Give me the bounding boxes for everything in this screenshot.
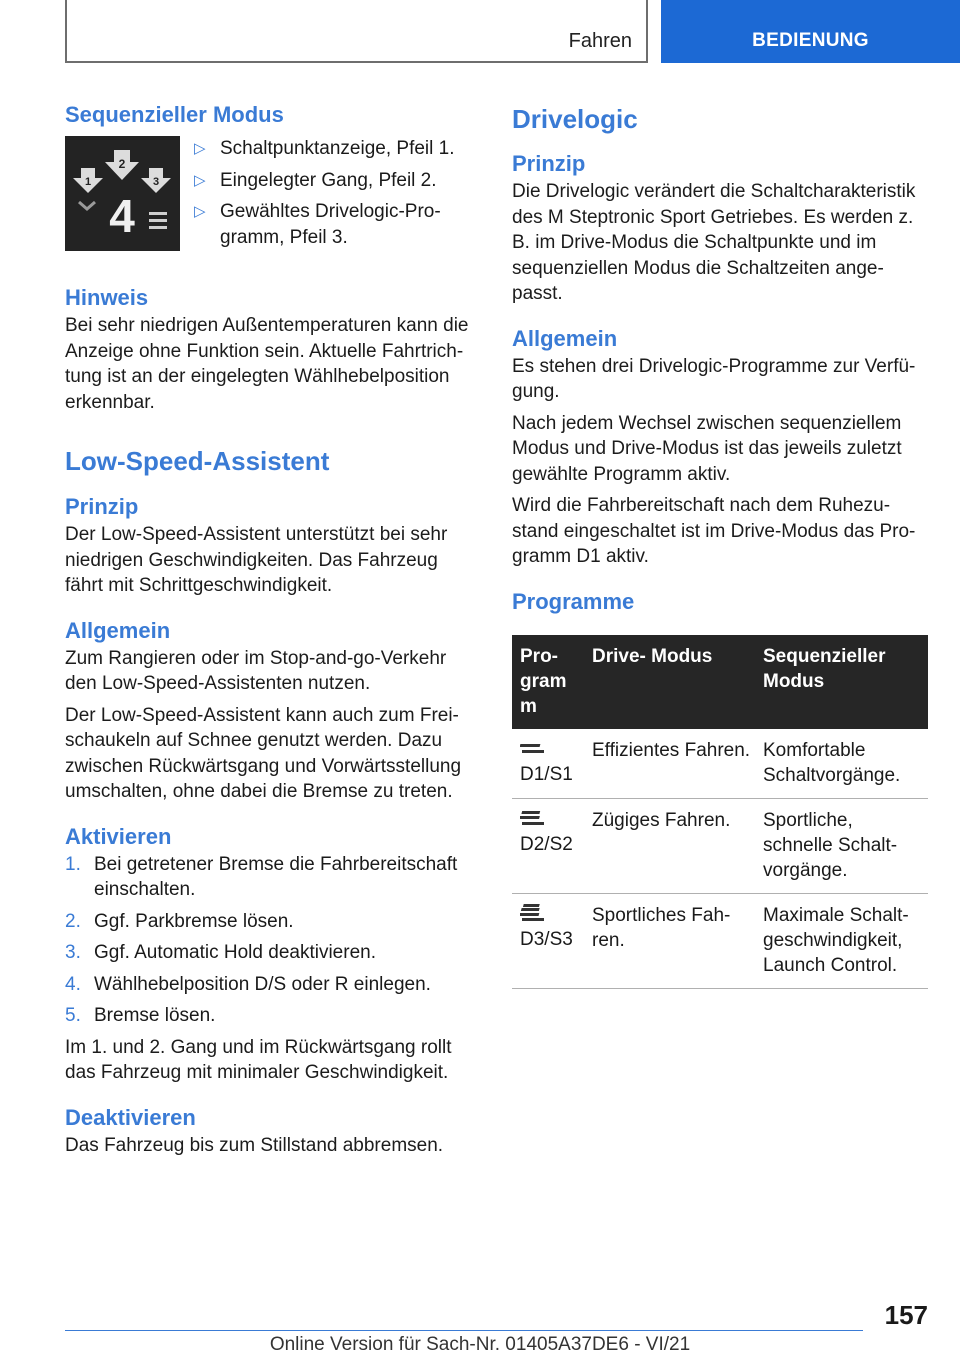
list-item: ▷ Schaltpunktanzeige, Pfeil 1. bbox=[194, 136, 480, 162]
page-number: 157 bbox=[884, 1300, 928, 1330]
drivelogic-3-icon bbox=[520, 903, 546, 923]
triangle-bullet-icon: ▷ bbox=[194, 140, 206, 157]
table-cell-program: D1/S1 bbox=[512, 729, 584, 799]
aktivieren-steps bbox=[65, 852, 480, 1029]
drivelogic-allgemein-text-1: Es stehen drei Drivelogic-Programme zur Verfü-gung. bbox=[512, 355, 916, 402]
list-item: 1. Bei getretener Bremse die Fahrbereitschaft einschalten. bbox=[65, 853, 458, 900]
drivelogic-1-icon bbox=[520, 738, 546, 758]
table-cell-program: D3/S3 bbox=[512, 893, 584, 988]
table-cell-seq: Sportliche, schnelle Schalt-vorgänge. bbox=[755, 798, 928, 893]
triangle-bullet-icon: ▷ bbox=[194, 203, 206, 220]
table-cell-seq: Komfortable Schaltvorgänge. bbox=[755, 729, 928, 799]
table-row bbox=[512, 893, 928, 988]
table-cell-program: D2/S2 bbox=[512, 798, 584, 893]
drivelogic-allgemein-text-3: Wird die Fahrbereitschaft nach dem Ruhezu-stand eingeschaltet ist im Drive-Modus das Pro-gramm D1 aktiv. bbox=[512, 495, 916, 567]
drivelogic-allgemein-heading: Allgemein bbox=[512, 325, 618, 351]
table-row bbox=[512, 729, 928, 799]
list-item: 3. Ggf. Automatic Hold deaktivieren. bbox=[65, 942, 376, 963]
deaktivieren-heading: Deaktivieren bbox=[65, 1104, 196, 1130]
footer-divider bbox=[65, 1330, 863, 1331]
deaktivieren-text: Das Fahrzeug bis zum Stillstand abbremsen. bbox=[65, 1134, 444, 1156]
lsa-prinzip-heading: Prinzip bbox=[65, 494, 139, 519]
header-chapter: Fahren bbox=[568, 30, 632, 52]
table-cell-seq: Maximale Schalt-geschwindigkeit, Launch Control. bbox=[755, 893, 928, 988]
header-section: BEDIENUNG bbox=[752, 30, 869, 51]
footer-text: Online Version für Sach-Nr. 01405A37DE6 - VI/21 bbox=[269, 1334, 691, 1355]
list-item: 2. Ggf. Parkbremse lösen. bbox=[65, 910, 294, 932]
lsa-allgemein-text-2: Der Low-Speed-Assistent kann auch zum Frei-schaukeln auf Schnee genutzt werden. Dazu zwischen Rückwärtsgang und Vorwärtsstellung umschalten, ohne dabei die Bremse zu treten. bbox=[65, 704, 462, 802]
hinweis-text: Bei sehr niedrigen Außentemperaturen kann die Anzeige ohne Funktion sein. Aktuelle Fahrtrich-tung ist an der eingelegten Wählhebelposition erkennbar. bbox=[65, 315, 469, 413]
aktivieren-note: Im 1. und 2. Gang und im Rückwärtsgang rollt das Fahrzeug mit minimaler Geschwindigkeit. bbox=[65, 1036, 452, 1083]
table-header-row bbox=[512, 635, 928, 729]
seq-mode-list bbox=[194, 136, 480, 256]
programme-heading: Programme bbox=[512, 588, 635, 614]
header-section-tab bbox=[661, 0, 960, 63]
drivelogic-heading: Drivelogic bbox=[512, 104, 638, 134]
table-header-drive: Drive- Modus bbox=[584, 635, 755, 729]
left-column bbox=[65, 100, 480, 1158]
arrow-label-2: 2 bbox=[118, 157, 126, 171]
table-row bbox=[512, 798, 928, 893]
drivelogic-prinzip-text: Die Drivelogic verändert die Schaltcharakteristik des M Steptronic Sport Getriebes. Es werden z. B. im Drive-Modus die Schaltpunkte und im sequenziellen Modus die Schaltzeiten ange-passt. bbox=[512, 181, 916, 304]
seq-mode-heading: Sequenzieller Modus bbox=[65, 102, 284, 127]
list-item: 5. Bremse lösen. bbox=[65, 1005, 216, 1026]
programme-table bbox=[512, 635, 928, 989]
lsa-heading: Low-Speed-Assistent bbox=[65, 446, 330, 476]
lsa-allgemein-text-1: Zum Rangieren oder im Stop-and-go-Verkehr den Low-Speed-Assistenten nutzen. bbox=[65, 647, 447, 694]
aktivieren-heading: Aktivieren bbox=[65, 823, 172, 849]
right-column bbox=[512, 100, 928, 989]
drivelogic-prinzip-heading: Prinzip bbox=[512, 151, 586, 176]
table-cell-drive: Effizientes Fahren. bbox=[584, 729, 755, 799]
arrow-label-1: 1 bbox=[84, 176, 92, 188]
table-cell-drive: Zügiges Fahren. bbox=[584, 798, 755, 893]
table-cell-drive: Sportliches Fah-ren. bbox=[584, 893, 755, 988]
list-item: ▷ Gewähltes Drivelogic-Pro-gramm, Pfeil 3. bbox=[194, 201, 441, 248]
triangle-bullet-icon: ▷ bbox=[194, 171, 206, 189]
lsa-allgemein-heading: Allgemein bbox=[65, 617, 171, 643]
lsa-prinzip-text: Der Low-Speed-Assistent unterstützt bei sehr niedrigen Geschwindigkeiten. Das Fahrzeug fährt mit Schrittgeschwindigkeit. bbox=[65, 524, 448, 596]
list-item: ▷ Eingelegter Gang, Pfeil 2. bbox=[194, 168, 480, 194]
header-chapter-tab bbox=[65, 0, 648, 63]
gear-display-icon bbox=[65, 136, 180, 251]
arrow-label-3: 3 bbox=[152, 176, 160, 188]
gear-display-image bbox=[65, 136, 180, 251]
drivelogic-2-icon bbox=[520, 808, 546, 828]
table-header-seq: Sequenzieller Modus bbox=[755, 635, 928, 729]
drivelogic-allgemein-text-2: Nach jedem Wechsel zwischen sequenziellem Modus und Drive-Modus ist das jeweils zuletzt gewählte Programm aktiv. bbox=[512, 412, 902, 485]
seq-mode-box bbox=[65, 136, 480, 256]
hinweis-heading: Hinweis bbox=[65, 285, 149, 310]
table-header-program: Pro-gram m bbox=[512, 635, 584, 729]
gear-number: 4 bbox=[109, 190, 135, 242]
list-item: 4. Wählhebelposition D/S oder R einlegen. bbox=[65, 973, 431, 995]
